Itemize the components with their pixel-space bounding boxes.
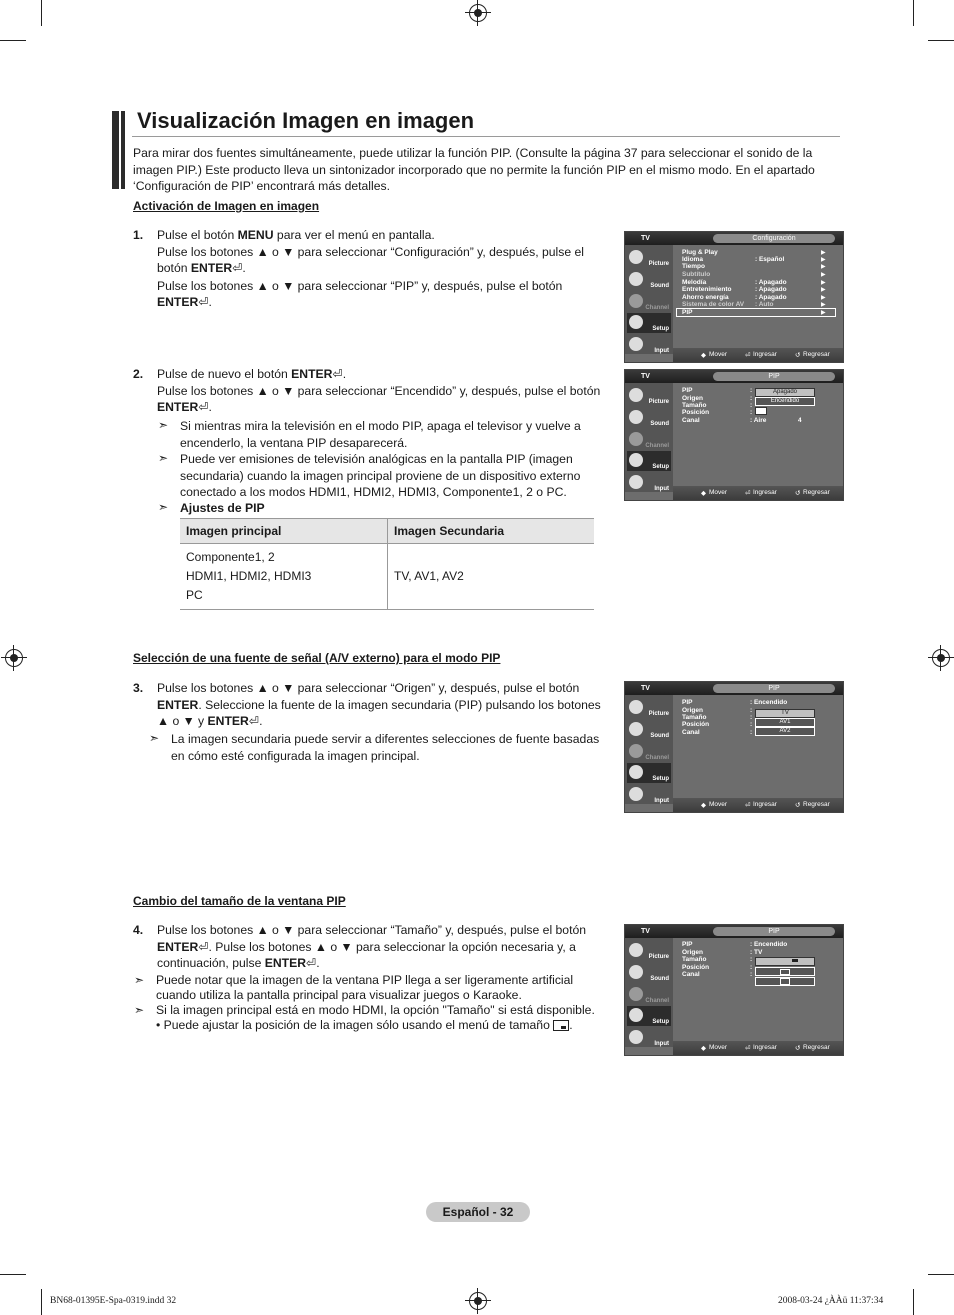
picture-icon	[629, 388, 643, 402]
return-icon: ↺	[795, 802, 801, 809]
tv-screen-pip-on: TV PIP Picture Sound Channel Setup Input PIP : Apagado Origen : Encendido Tamaño : Posición : Canal : Aire 4 ◆ Mover ⏎ Ingresar ↺ Regresar	[624, 369, 844, 501]
table-row: Componente1, 2 HDMI1, HDMI2, HDMI3 PC TV, AV1, AV2	[180, 544, 594, 610]
title-bar-decoration	[112, 111, 119, 189]
return-icon: ↺	[795, 490, 801, 497]
enter-icon: ⏎	[745, 352, 751, 359]
setup-icon	[629, 765, 643, 779]
input-icon	[629, 337, 643, 351]
step1-text: Pulse el botón MENU para ver el menú en pantalla. Pulse los botones ▲ o ▼ para seleccionar “Configuración” y, después, pulse el botón ENTER⏎. Pulse los botones ▲ o ▼ para seleccionar “PIP” y, después, pulse el botón ENTER⏎.	[157, 228, 584, 310]
input-icon	[629, 1030, 643, 1044]
section-heading-source: Selección de una fuente de señal (A/V externo) para el modo PIP	[133, 651, 501, 665]
move-icon: ◆	[701, 1045, 706, 1052]
tv-screen-pip-source: TV PIP Picture Sound Channel Setup Input PIP : Encendido Origen : TV Tamaño : AV1 Posición : AV2 Canal : ◆ Mover ⏎ Ingresar ↺ Regresar	[624, 681, 844, 813]
note-arrow-icon: ➣	[158, 500, 169, 514]
page-number-badge: Español - 32	[426, 1202, 530, 1222]
pip-settings-table	[180, 518, 594, 610]
enter-icon: ⏎	[745, 1045, 751, 1052]
title-underline	[132, 136, 840, 137]
setup-icon	[629, 315, 643, 329]
title-bar-decoration	[121, 111, 125, 189]
channel-icon	[629, 987, 643, 1001]
step-number: 3.	[133, 681, 144, 695]
setup-icon	[629, 1008, 643, 1022]
picture-icon	[629, 250, 643, 264]
tv-screen-setup: TV Configuración Picture Sound Channel Setup Input Plug & Play ▶ Idioma : Español ▶ Tiempo ▶ Subtítulo ▶ Melodía : Apagado ▶ Entretenimiento : Apagado ▶ Ahorro energía : Apagado ▶ Sistema de color AV : Auto ▶ PIP ▶ ◆ Mover ⏎ Ingresar ↺ Regresar	[624, 231, 844, 363]
enter-icon: ⏎	[232, 261, 243, 276]
sound-icon	[629, 272, 643, 286]
print-slug-left: BN68-01395E-Spa-0319.indd 32	[50, 1296, 177, 1306]
enter-icon: ⏎	[306, 956, 317, 971]
move-icon: ◆	[701, 802, 706, 809]
registration-mark-icon	[5, 649, 23, 667]
print-slug-right: 2008-03-24 ¿ÀÀü 11:37:34	[778, 1296, 884, 1306]
enter-icon: ⏎	[248, 714, 260, 729]
note-arrow-icon: ➣	[134, 973, 145, 987]
section-heading-activation: Activación de Imagen en imagen	[133, 199, 320, 213]
enter-icon: ⏎	[332, 367, 343, 381]
return-icon: ↺	[795, 352, 801, 359]
move-icon: ◆	[701, 352, 706, 359]
sound-icon	[629, 722, 643, 736]
enter-icon: ⏎	[745, 490, 751, 497]
note-text: Ajustes de PIP	[180, 501, 265, 515]
page-title: Visualización Imagen en imagen	[137, 108, 475, 133]
table-header: Imagen Secundaria	[388, 519, 595, 544]
tv-screen-pip-size: TV PIP Picture Sound Channel Setup Input PIP : Encendido Origen : TV Tamaño : Posición : Canal : ◆ Mover ⏎ Ingresar ↺ Regresar	[624, 924, 844, 1056]
step-number: 1.	[133, 228, 144, 242]
size-icon	[553, 1020, 569, 1031]
enter-icon: ⏎	[198, 400, 209, 415]
picture-icon	[629, 943, 643, 957]
step3-text: Pulse los botones ▲ o ▼ para seleccionar “Origen” y, después, pulse el botón ENTER. Seleccione la fuente de la imagen secundaria (PIP) pulsando los botones ▲ o ▼ y ENTER⏎.	[157, 681, 601, 729]
input-icon	[629, 787, 643, 801]
note-arrow-icon: ➣	[158, 451, 169, 465]
note-text: Si mientras mira la televisión en el modo PIP, apaga el televisor y vuelve a encenderlo, la ventana PIP desaparecerá.	[180, 419, 581, 450]
input-icon	[629, 475, 643, 489]
sound-icon	[629, 965, 643, 979]
channel-icon	[629, 744, 643, 758]
return-icon: ↺	[795, 1045, 801, 1052]
note-arrow-icon: ➣	[134, 1003, 145, 1017]
note-text: Puede notar que la imagen de la ventana PIP llega a ser ligeramente artificial cuando utiliza la pantalla principal para visualizar juegos o Karaoke.	[156, 973, 574, 1002]
note-arrow-icon: ➣	[158, 418, 169, 432]
picture-icon	[629, 700, 643, 714]
note-text: Puede ver emisiones de televisión analógicas en la pantalla PIP (imagen secundaria) cuando la imagen principal proviene de un dispositivo externo conectado a los modos HDMI1, HDMI2, HDMI3, Componente1, 2 o PC.	[180, 452, 581, 500]
section-heading-size: Cambio del tamaño de la ventana PIP	[133, 894, 346, 908]
intro-paragraph: Para mirar dos fuentes simultáneamente, puede utilizar la función PIP. (Consulte la página 37 para seleccionar el sonido de la imagen PIP.) Este producto lleva un sintonizador incorporado que no permite la función PIP en el mismo modo. En el apartado ‘Configuración de PIP’ encontrará más detalles.	[133, 146, 815, 193]
table-header: Imagen principal	[180, 519, 388, 544]
move-icon: ◆	[701, 490, 706, 497]
note-text: Si la imagen principal está en modo HDMI, la opción "Tamaño" si está disponible. • Puede ajustar la posición de la imagen sólo usando el menú de tamaño .	[156, 1003, 595, 1032]
sound-icon	[629, 410, 643, 424]
registration-mark-icon	[469, 4, 487, 22]
note-arrow-icon: ➣	[149, 731, 160, 745]
step-number: 4.	[133, 923, 144, 937]
registration-mark-icon	[932, 649, 950, 667]
registration-mark-icon	[469, 1292, 487, 1310]
step2-text: Pulse de nuevo el botón ENTER⏎. Pulse los botones ▲ o ▼ para seleccionar “Encendido” y, después, pulse el botón ENTER⏎.	[157, 367, 601, 415]
channel-icon	[629, 294, 643, 308]
enter-icon: ⏎	[198, 295, 209, 310]
note-text: La imagen secundaria puede servir a diferentes selecciones de fuente basadas en cómo esté configurada la imagen principal.	[171, 732, 600, 763]
enter-icon: ⏎	[198, 939, 209, 954]
enter-icon: ⏎	[745, 802, 751, 809]
setup-icon	[629, 453, 643, 467]
channel-icon	[629, 432, 643, 446]
step-number: 2.	[133, 367, 144, 381]
step4-text: Pulse los botones ▲ o ▼ para seleccionar “Tamaño” y, después, pulse el botón ENTER⏎. Pulse los botones ▲ o ▼ para seleccionar la opción necesaria y, a continuación, pulse ENTER⏎.	[157, 923, 587, 971]
